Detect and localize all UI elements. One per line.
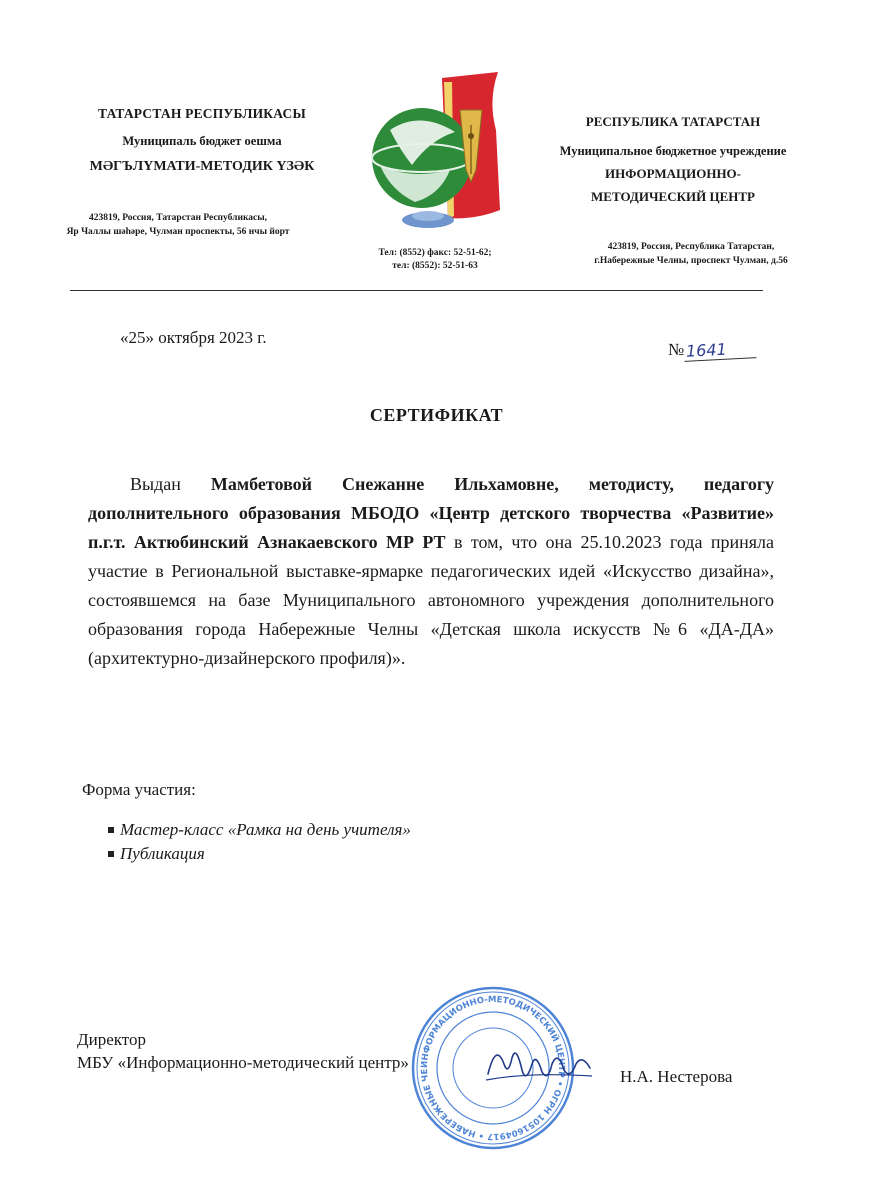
signatory-name: Н.А. Нестерова [620,1067,733,1086]
header-left-address [44,211,312,239]
header-left-block [52,106,352,175]
header-phone-tel: тел: (8552): 52-51-63 [392,261,478,271]
header-phone-fax: Тел: (8552) факс: 52-51-62; [378,248,492,258]
header-phone-block [355,247,515,273]
signature-scribble-icon [478,1034,598,1094]
header-left-republic: ТАТАРСТАН РЕСПУБЛИКАСЫ [98,106,306,121]
header-right-address-line2: г.Набережные Челны, проспект Чулман, д.56 [594,256,788,266]
stamp-ring-text: ИНФОРМАЦИОННО-МЕТОДИЧЕСКИЙ ЦЕНТР • ОГРН 1051604917 • НАБЕРЕЖНЫЕ ЧЕ [419,994,567,1142]
document-title: СЕРТИФИКАТ [369,405,504,425]
participation-item-text: Мастер-класс «Рамка на день учителя» [120,820,411,839]
bullet-square-icon [108,851,114,857]
participation-label: Форма участия: [82,780,196,799]
header-right-block [528,114,818,205]
participation-list [98,818,411,866]
body-details: в том, что она 25.10.2023 года приняла участие в Региональной выставке-ярмарке педагогических идей «Искусство дизайна», состоявшемся на базе Муниципального автономного учреждения дополнительного образования города Набережные Челны «Детская школа искусств №6 «ДА-ДА» (архитектурно-дизайнерского профиля)». [88,532,774,668]
header-left-address-line1: 423819, Россия, Татарстан Республикасы, [88,213,268,223]
header-divider [70,290,763,291]
body-intro: Выдан [130,474,211,494]
header-left-address-line2: Яр Чаллы шәһәре, Чулман проспекты, 56 нчы йорт [66,227,290,237]
document-number-prefix: № [668,340,685,359]
header-right-address-line1: 423819, Россия, Республика Татарстан, [607,242,775,252]
organization-logo [360,70,520,250]
bullet-square-icon [108,827,114,833]
document-number [668,340,756,360]
header-right-org-type: Муниципальное бюджетное учреждение [559,144,787,158]
signatory-position-line2: МБУ «Информационно-методический центр» [77,1053,409,1072]
participation-item [98,842,411,866]
signatory-position-line1: Директор [77,1030,146,1049]
signatory-position [77,1028,409,1074]
header-right-republic: РЕСПУБЛИКА ТАТАРСТАН [585,114,761,129]
document-number-value: 1641 [684,338,757,362]
header-right-org-name-1: ИНФОРМАЦИОННО- [604,166,741,181]
header-left-org-name: МӘГЪЛҮМАТИ-МЕТОДИК ҮЗӘК [89,159,315,174]
certificate-body [88,470,774,673]
header-right-org-name-2: МЕТОДИЧЕСКИЙ ЦЕНТР [591,189,755,204]
logo-emblem-icon [360,70,520,250]
body-recipient: Мамбетовой Снежанне Ильхамовне, методисту, педагогу дополнительного образования МБОДО «Центр детского творчества «Развитие» п.г.т. Актюбинский Азнакаевского МР РТ [88,474,774,552]
participation-item [98,818,411,842]
handwritten-signature [478,1034,598,1094]
header-right-address [566,240,816,268]
document-date: «25» октября 2023 г. [120,328,267,347]
participation-item-text: Публикация [120,844,205,863]
header-left-org-type: Муниципаль бюджет оешма [122,134,282,148]
